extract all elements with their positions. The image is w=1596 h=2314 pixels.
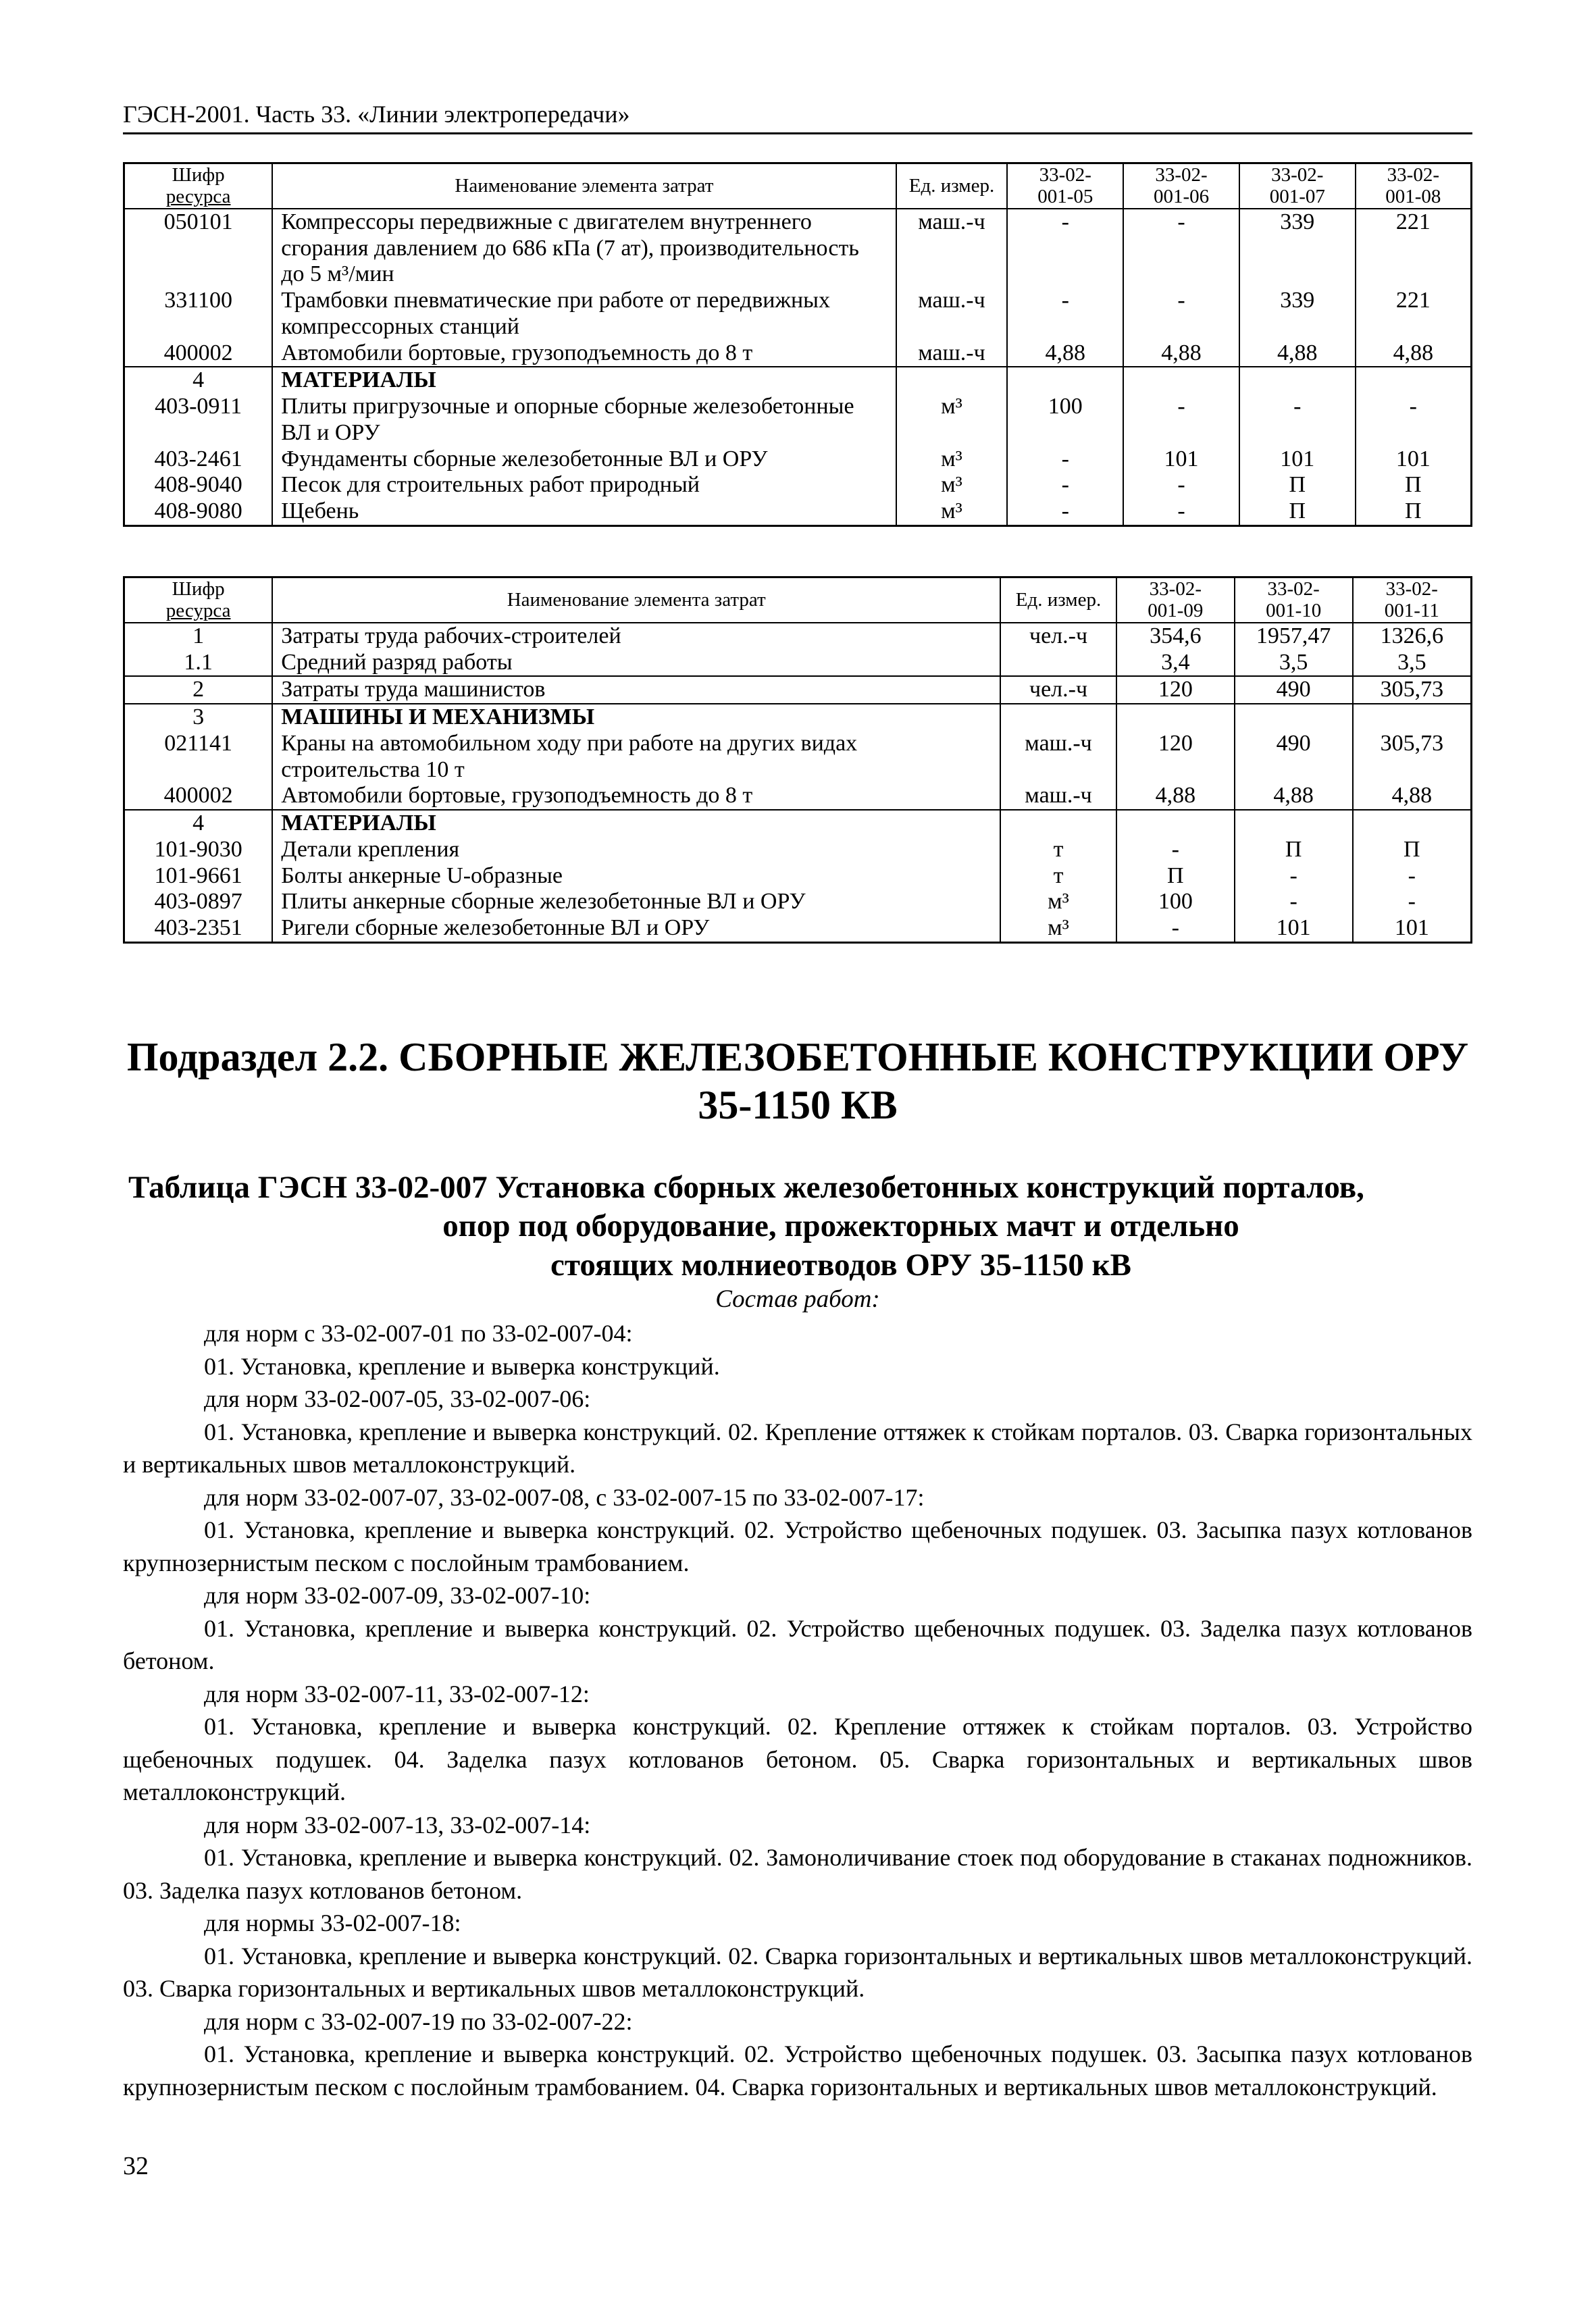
resource-code: 331100 (124, 288, 273, 340)
resource-table-1 (123, 162, 1472, 527)
works-description: 01. Установка, крепление и выверка конструкций. 02. Устройство щебеночных подушек. 03. Засыпка пазух котлованов крупнозернистым песком с послойным трамбованием. (123, 1516, 1472, 1576)
norm-value: - (1007, 446, 1123, 473)
norm-value: 4,88 (1235, 783, 1353, 810)
col-header-norm: 33-02- 001-11 (1353, 577, 1472, 623)
col-header-norm: 33-02- 001-09 (1116, 577, 1235, 623)
works-description: 01. Установка, крепление и выверка конструкций. 02. Крепление оттяжек к стойкам порталов. 03. Устройство щебеночных подушек. 04. Заделка пазух котлованов бетоном. 05. Сварка горизонтальных и вертикальных швов металлоконструкций. (123, 1713, 1472, 1805)
norm-value: 4,88 (1123, 340, 1239, 367)
table-row (124, 863, 1472, 890)
norms-range: для норм с 33-02-007-19 по 33-02-007-22: (204, 2007, 633, 2035)
norm-value: 1326,6 (1353, 623, 1472, 650)
resource-name: Песок для строительных работ природный (272, 472, 896, 498)
col-header-unit: Ед. измер. (1000, 577, 1116, 623)
norm-value: 120 (1116, 731, 1235, 783)
works-description: 01. Установка, крепление и выверка конструкций. 02. Устройство щебеночных подушек. 03. Заделка пазух котлованов бетоном. (123, 1614, 1472, 1674)
resource-unit: м³ (896, 472, 1008, 498)
norm-value: 101 (1353, 915, 1472, 942)
works-description: 01. Установка, крепление и выверка конструкций. 02. Крепление оттяжек к стойкам порталов. 03. Сварка горизонтальных и вертикальных швов металлоконструкций. (123, 1418, 1472, 1478)
table-row (124, 446, 1472, 473)
norm-value (1007, 367, 1123, 394)
resource-code: 400002 (124, 783, 273, 810)
resource-unit: чел.-ч (1000, 623, 1116, 650)
norm-value: П (1235, 837, 1353, 863)
norm-value: - (1235, 863, 1353, 890)
norm-value: 4,88 (1007, 340, 1123, 367)
resource-table-2 (123, 576, 1472, 944)
resource-name: Плиты пригрузочные и опорные сборные железобетонные ВЛ и ОРУ (272, 394, 896, 446)
resource-name: Детали крепления (272, 837, 1000, 863)
resource-unit: маш.-ч (896, 340, 1008, 367)
group-title: МАТЕРИАЛЫ (272, 810, 1000, 837)
table-row (124, 472, 1472, 498)
norm-value: - (1353, 863, 1472, 890)
norm-value (1235, 810, 1353, 837)
resource-name: Затраты труда машинистов (272, 676, 1000, 704)
resource-code: 403-0911 (124, 394, 273, 446)
resource-unit (1000, 810, 1116, 837)
resource-name: Затраты труда рабочих-строителей (272, 623, 1000, 650)
norms-range: для норм 33-02-007-09, 33-02-007-10: (204, 1582, 591, 1609)
resource-unit: м³ (1000, 889, 1116, 915)
col-header-norm: 33-02- 001-10 (1235, 577, 1353, 623)
resource-name: Щебень (272, 498, 896, 525)
resource-name: Трамбовки пневматические при работе от передвижных компрессорных станций (272, 288, 896, 340)
norm-value (1356, 367, 1472, 394)
col-header-name: Наименование элемента затрат (272, 163, 896, 209)
table-row (124, 783, 1472, 810)
table-row (124, 498, 1472, 525)
composition-heading: Состав работ: (715, 1285, 880, 1313)
resource-code: 403-2461 (124, 446, 273, 473)
norm-value (1235, 704, 1353, 731)
resource-code: 400002 (124, 340, 273, 367)
group-title: МАТЕРИАЛЫ (272, 367, 896, 394)
group-title: МАШИНЫ И МЕХАНИЗМЫ (272, 704, 1000, 731)
norm-value: 101 (1123, 446, 1239, 473)
norm-value: 490 (1235, 731, 1353, 783)
norm-value: 1957,47 (1235, 623, 1353, 650)
resource-code: 4 (124, 810, 273, 837)
resource-code: 101-9030 (124, 837, 273, 863)
col-header-norm: 33-02- 001-05 (1007, 163, 1123, 209)
norm-value: 339 (1239, 209, 1356, 288)
table-row (124, 837, 1472, 863)
resource-code: 403-0897 (124, 889, 273, 915)
resource-unit: м³ (896, 498, 1008, 525)
resource-code: 4 (124, 367, 273, 394)
table-group-row (124, 704, 1472, 731)
norm-value: - (1353, 889, 1472, 915)
norm-value: 100 (1007, 394, 1123, 446)
norm-value: 354,6 (1116, 623, 1235, 650)
resource-code: 403-2351 (124, 915, 273, 942)
norm-value: П (1356, 472, 1472, 498)
resource-unit: т (1000, 837, 1116, 863)
table-row (124, 731, 1472, 783)
resource-unit (1000, 704, 1116, 731)
table-row (124, 623, 1472, 650)
table-row (124, 394, 1472, 446)
resource-unit: маш.-ч (1000, 731, 1116, 783)
table-title-line: Таблица ГЭСН 33-02-007 Установка сборных железобетонных конструкций порталов, (128, 1170, 1364, 1205)
norm-value: - (1239, 394, 1356, 446)
table-title (128, 1168, 1472, 1285)
resource-unit: м³ (1000, 915, 1116, 942)
resource-unit: т (1000, 863, 1116, 890)
norm-value: 305,73 (1353, 676, 1472, 704)
resource-name: Фундаменты сборные железобетонные ВЛ и ОРУ (272, 446, 896, 473)
norm-value (1116, 810, 1235, 837)
table-row (124, 889, 1472, 915)
norm-value: - (1007, 498, 1123, 525)
norm-value: - (1123, 209, 1239, 288)
resource-name: Компрессоры передвижные с двигателем внутреннего сгорания давлением до 686 кПа (7 ат), производительность до 5 м³/мин (272, 209, 896, 288)
works-description: 01. Установка, крепление и выверка конструкций. (204, 1352, 720, 1380)
norm-value: 339 (1239, 288, 1356, 340)
norm-value: 4,88 (1239, 340, 1356, 367)
resource-unit: м³ (896, 446, 1008, 473)
col-header-code: Шифр ресурса (124, 163, 273, 209)
resource-unit: маш.-ч (1000, 783, 1116, 810)
resource-code: 1 (124, 623, 273, 650)
norm-value (1353, 704, 1472, 731)
works-description: 01. Установка, крепление и выверка конструкций. 02. Сварка горизонтальных и вертикальных швов металлоконструкций. 03. Сварка горизонтальных и вертикальных швов металлоконструкций. (123, 1942, 1472, 2002)
table-header-row (124, 577, 1472, 623)
table-row (124, 340, 1472, 367)
page-number: 32 (123, 2152, 149, 2180)
table-row (124, 676, 1472, 704)
resource-name: Краны на автомобильном ходу при работе на других видах строительства 10 т (272, 731, 1000, 783)
table-header-row (124, 163, 1472, 209)
norm-value: 3,5 (1235, 650, 1353, 677)
resource-name: Средний разряд работы (272, 650, 1000, 677)
norm-value: - (1116, 915, 1235, 942)
norm-value (1239, 367, 1356, 394)
resource-code: 021141 (124, 731, 273, 783)
norms-range: для норм 33-02-007-13, 33-02-007-14: (204, 1811, 591, 1839)
resource-unit: чел.-ч (1000, 676, 1116, 704)
norm-value: 221 (1356, 288, 1472, 340)
norm-value: - (1123, 498, 1239, 525)
norm-value: 490 (1235, 676, 1353, 704)
resource-name: Автомобили бортовые, грузоподъемность до 8 т (272, 340, 896, 367)
resource-code: 408-9040 (124, 472, 273, 498)
resource-unit: маш.-ч (896, 209, 1008, 288)
resource-unit: м³ (896, 394, 1008, 446)
norm-value: 221 (1356, 209, 1472, 288)
norm-value (1123, 367, 1239, 394)
norm-value: П (1356, 498, 1472, 525)
col-header-norm: 33-02- 001-06 (1123, 163, 1239, 209)
resource-name: Ригели сборные железобетонные ВЛ и ОРУ (272, 915, 1000, 942)
resource-code: 3 (124, 704, 273, 731)
norm-value: П (1353, 837, 1472, 863)
norm-value: 305,73 (1353, 731, 1472, 783)
norm-value: 4,88 (1353, 783, 1472, 810)
norms-range: для норм 33-02-007-05, 33-02-007-06: (204, 1385, 591, 1412)
norm-value: - (1007, 288, 1123, 340)
norm-value: - (1007, 209, 1123, 288)
section-title (123, 1033, 1472, 1129)
resource-unit (896, 367, 1008, 394)
resource-name: Автомобили бортовые, грузоподъемность до 8 т (272, 783, 1000, 810)
norm-value: - (1235, 889, 1353, 915)
norms-range: для норм 33-02-007-11, 33-02-007-12: (204, 1680, 590, 1707)
table-group-row (124, 367, 1472, 394)
table-row (124, 288, 1472, 340)
norm-value (1116, 704, 1235, 731)
norm-value: П (1116, 863, 1235, 890)
resource-code: 408-9080 (124, 498, 273, 525)
norm-value: - (1123, 472, 1239, 498)
col-header-norm: 33-02- 001-07 (1239, 163, 1356, 209)
norm-value: - (1356, 394, 1472, 446)
norm-value: 3,5 (1353, 650, 1472, 677)
norm-value: 120 (1116, 676, 1235, 704)
norm-value: 3,4 (1116, 650, 1235, 677)
col-header-unit: Ед. измер. (896, 163, 1008, 209)
col-header-name: Наименование элемента затрат (272, 577, 1000, 623)
norm-value: 4,88 (1116, 783, 1235, 810)
norm-value: - (1007, 472, 1123, 498)
resource-unit (1000, 650, 1116, 677)
resource-code: 1.1 (124, 650, 273, 677)
norm-value: - (1116, 837, 1235, 863)
norms-range: для норм 33-02-007-07, 33-02-007-08, с 33-02-007-15 по 33-02-007-17: (204, 1483, 925, 1511)
col-header-norm: 33-02- 001-08 (1356, 163, 1472, 209)
norm-value: 101 (1235, 915, 1353, 942)
norm-value: 4,88 (1356, 340, 1472, 367)
norm-value: - (1123, 394, 1239, 446)
table-group-row (124, 810, 1472, 837)
table-row (124, 915, 1472, 942)
section-title-line: Подраздел 2.2. СБОРНЫЕ ЖЕЛЕЗОБЕТОННЫЕ КОНСТРУКЦИИ ОРУ (126, 1035, 1469, 1079)
norm-value: П (1239, 498, 1356, 525)
resource-code: 101-9661 (124, 863, 273, 890)
norm-value: 100 (1116, 889, 1235, 915)
norms-range: для норм с 33-02-007-01 по 33-02-007-04: (204, 1320, 633, 1347)
works-description: 01. Установка, крепление и выверка конструкций. 02. Устройство щебеночных подушек. 03. Засыпка пазух котлованов крупнозернистым песком с послойным трамбованием. 04. Сварка горизонтальных и вертикальных швов металлоконструкций. (123, 2040, 1472, 2101)
table-row (124, 650, 1472, 677)
norm-value (1353, 810, 1472, 837)
table-title-line: опор под оборудование, прожекторных мачт и отдельно (442, 1208, 1239, 1244)
resource-code: 050101 (124, 209, 273, 288)
table-row (124, 209, 1472, 288)
norm-value: 101 (1356, 446, 1472, 473)
norm-value: П (1239, 472, 1356, 498)
resource-name: Болты анкерные U-образные (272, 863, 1000, 890)
running-header: ГЭСН-2001. Часть 33. «Линии электропередачи» (123, 101, 1472, 134)
resource-name: Плиты анкерные сборные железобетонные ВЛ и ОРУ (272, 889, 1000, 915)
norm-value: 101 (1239, 446, 1356, 473)
norm-value: - (1123, 288, 1239, 340)
table-title-line: стоящих молниеотводов ОРУ 35-1150 кВ (550, 1247, 1132, 1283)
norms-range: для нормы 33-02-007-18: (204, 1909, 461, 1936)
works-description: 01. Установка, крепление и выверка конструкций. 02. Замоноличивание стоек под оборудование в стаканах подножников. 03. Заделка пазух котлованов бетоном. (123, 1844, 1472, 1904)
section-title-line: 35-1150 КВ (698, 1082, 898, 1127)
col-header-code: Шифр ресурса (124, 577, 273, 623)
resource-code: 2 (124, 676, 273, 704)
resource-unit: маш.-ч (896, 288, 1008, 340)
works-list (123, 1317, 1472, 2103)
